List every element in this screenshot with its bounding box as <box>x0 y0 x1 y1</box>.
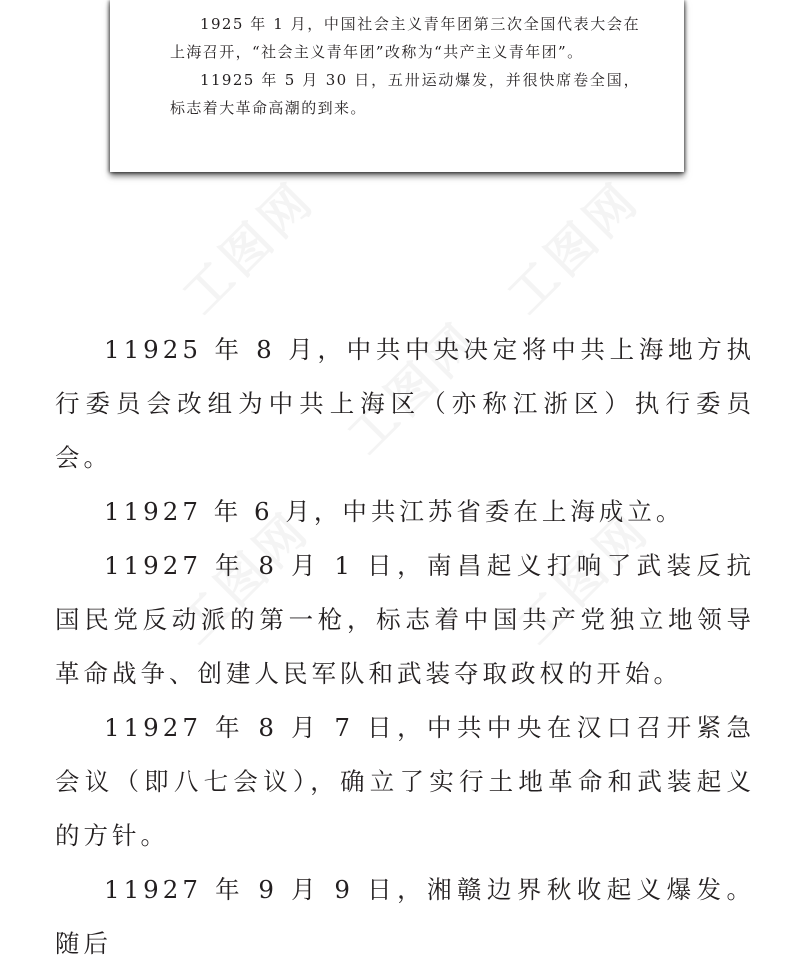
body-paragraph: 11927 年 6 月，中共江苏省委在上海成立。 <box>104 497 685 526</box>
card-paragraph: 11925 年 5 月 30 日，五卅运动爆发，并很快席卷全国，标志着大革命高潮的到来。 <box>170 71 640 117</box>
body-paragraph: 11925 年 8 月，中共中央决定将中共上海地方执行委员会改组为中共上海区（亦称江浙区）执行委员会。 <box>55 335 755 472</box>
document-body <box>55 323 755 971</box>
watermark: 工图网 <box>172 170 327 325</box>
body-paragraph: 11927 年 9 月 9 日，湘赣边界秋收起义爆发。随后 <box>55 875 755 958</box>
quote-card <box>110 0 684 172</box>
watermark: 工图网 <box>167 500 322 655</box>
body-paragraph: 11927 年 8 月 1 日，南昌起义打响了武装反抗国民党反动派的第一枪，标志着中国共产党独立地领导革命战争、创建人民军队和武装夺取政权的开始。 <box>55 551 755 688</box>
watermark: 工图网 <box>507 500 662 655</box>
watermark: 工图网 <box>497 170 652 325</box>
card-paragraph: 1925 年 1 月，中国社会主义青年团第三次全国代表大会在上海召开，“社会主义青年团”改称为“共产主义青年团”。 <box>170 15 640 61</box>
watermark: 工图网 <box>337 310 492 465</box>
body-paragraph: 11927 年 8 月 7 日，中共中央在汉口召开紧急会议（即八七会议），确立了实行土地革命和武装起义的方针。 <box>55 713 755 850</box>
card-text <box>170 10 640 122</box>
